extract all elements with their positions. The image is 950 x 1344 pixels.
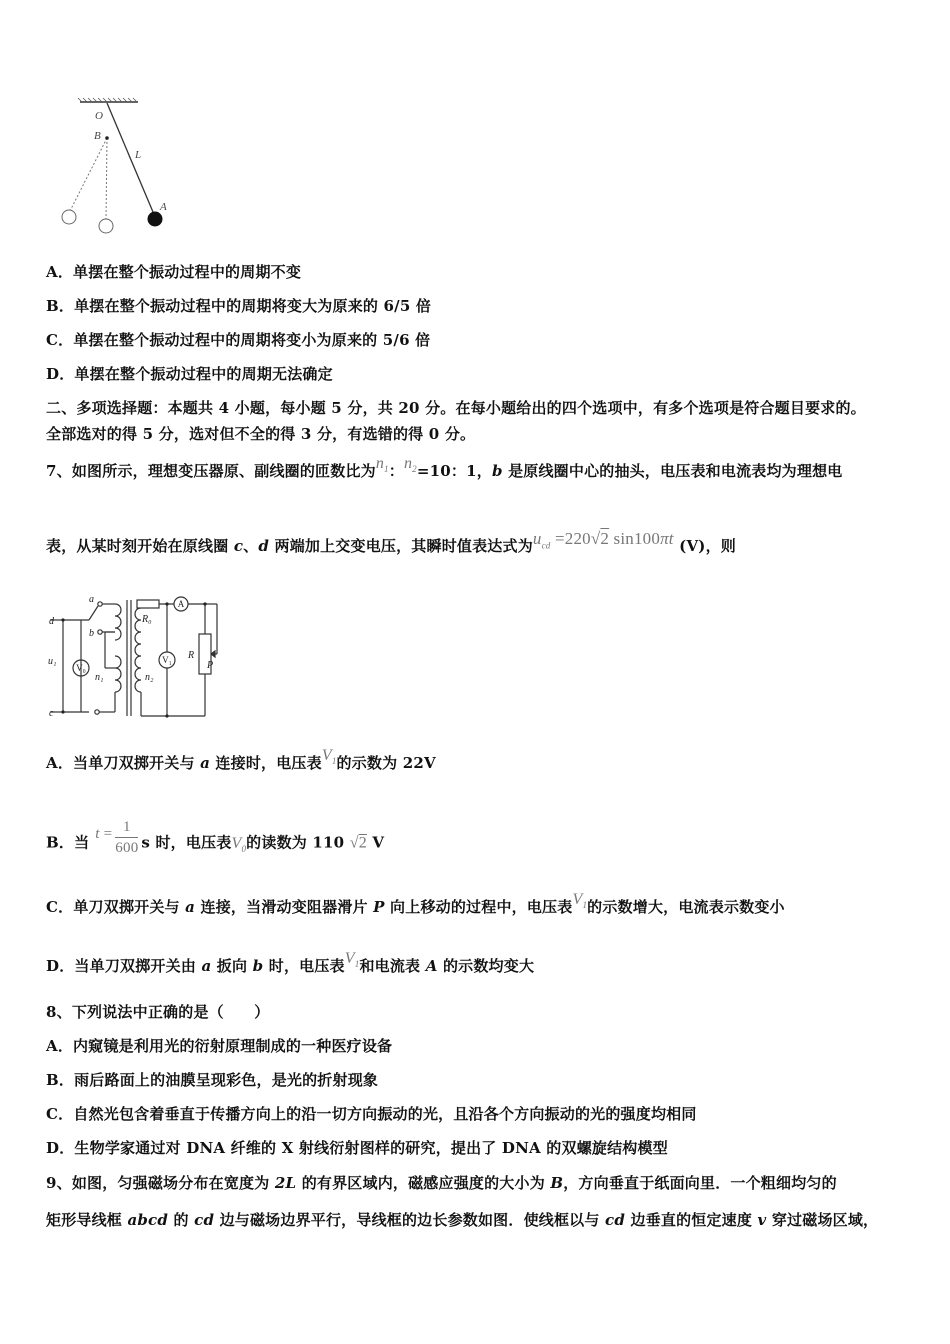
circuit-label-a: a	[89, 594, 94, 605]
section2-line1: 二、多项选择题：本题共 4 小题，每小题 5 分，共 20 分。在每小题给出的四个选项中，有多个选项是符合题目要求的。	[46, 399, 866, 417]
label-o: O	[95, 110, 103, 122]
label-b: B	[94, 130, 101, 142]
q8-option-c: C．自然光包含着垂直于传播方向上的沿一切方向振动的光，且沿各个方向振动的光的强度均相同	[46, 1105, 697, 1123]
q7-stem-line2: 表，从某时刻开始在原线圈 c、d 两端加上交变电压，其瞬时值表达式为$u_{cd} =220√2$ sin100πt (V)，则	[46, 529, 736, 555]
q9-stem-line2: 矩形导线框 abcd 的 cd 边与磁场边界平行，导线框的边长参数如图．使线框以与 cd 边垂直的恒定速度 v 穿过磁场区域，	[46, 1211, 879, 1229]
q7-stem-line1: 7、如图所示，理想变压器原、副线圈的匝数比为$n_1$：$n_2=10$：1，b 是原线圈中心的抽头，电压表和电流表均为理想电	[46, 455, 843, 480]
label-a: A	[160, 201, 167, 213]
q8-stem: 8、下列说法中正确的是（ ）	[46, 1003, 270, 1021]
q6-option-b: B．单摆在整个振动过程中的周期将变大为原来的 6/5 倍	[46, 297, 432, 315]
section2-line2: 全部选对的得 5 分，选对但不全的得 3 分，有选错的得 0 分。	[46, 425, 476, 443]
q6-option-c: C．单摆在整个振动过程中的周期将变小为原来的 5/6 倍	[46, 331, 431, 349]
circuit-label-n1: n₁	[95, 672, 104, 683]
circuit-label-u1: u₁	[48, 656, 57, 667]
circuit-label-n2: n₂	[145, 672, 154, 683]
q6-option-a: A．单摆在整个振动过程中的周期不变	[46, 263, 302, 281]
circuit-label-r0: R₀	[142, 614, 152, 625]
pendulum-figure	[55, 95, 185, 240]
q8-option-a: A．内窥镜是利用光的衍射原理制成的一种医疗设备	[46, 1037, 393, 1055]
label-l: L	[135, 149, 142, 161]
q8-option-d: D．生物学家通过对 DNA 纤维的 X 射线衍射图样的研究，提出了 DNA 的双螺旋结构模型	[46, 1139, 668, 1157]
q8-option-b: B．雨后路面上的油膜呈现彩色，是光的折射现象	[46, 1071, 379, 1089]
circuit-label-c: c	[49, 708, 54, 719]
q7-option-d: D．当单刀双掷开关由 a 扳向 b 时，电压表$V_1$和电流表 A 的示数均变大	[46, 950, 535, 975]
circuit-label-b: b	[89, 628, 94, 639]
q7-option-a: A．当单刀双掷开关与 a 连接时，电压表$V_1$的示数为 22V	[46, 747, 436, 772]
circuit-label-r: R	[188, 650, 195, 661]
circuit-voltmeter-v1: V₁	[162, 655, 172, 665]
q7-option-b: B．当 t = $\frac{1}{600}$ s 时，电压表$V_0$的读数为 110 √2 V	[46, 819, 385, 856]
transformer-circuit	[45, 572, 220, 722]
circuit-voltmeter-v0: V₀	[76, 663, 86, 673]
circuit-label-p: P	[207, 660, 214, 671]
circuit-label-d: d	[49, 616, 54, 627]
q9-stem-line1: 9、如图，匀强磁场分布在宽度为 2L 的有界区域内，磁感应强度的大小为 B，方向垂直于纸面向里．一个粗细均匀的	[46, 1174, 837, 1192]
q7-option-c: C．单刀双掷开关与 a 连接，当滑动变阻器滑片 P 向上移动的过程中，电压表$V_1$的示数增大，电流表示数变小	[46, 891, 785, 916]
circuit-ammeter: A	[177, 599, 185, 609]
q6-option-d: D．单摆在整个振动过程中的周期无法确定	[46, 365, 333, 383]
